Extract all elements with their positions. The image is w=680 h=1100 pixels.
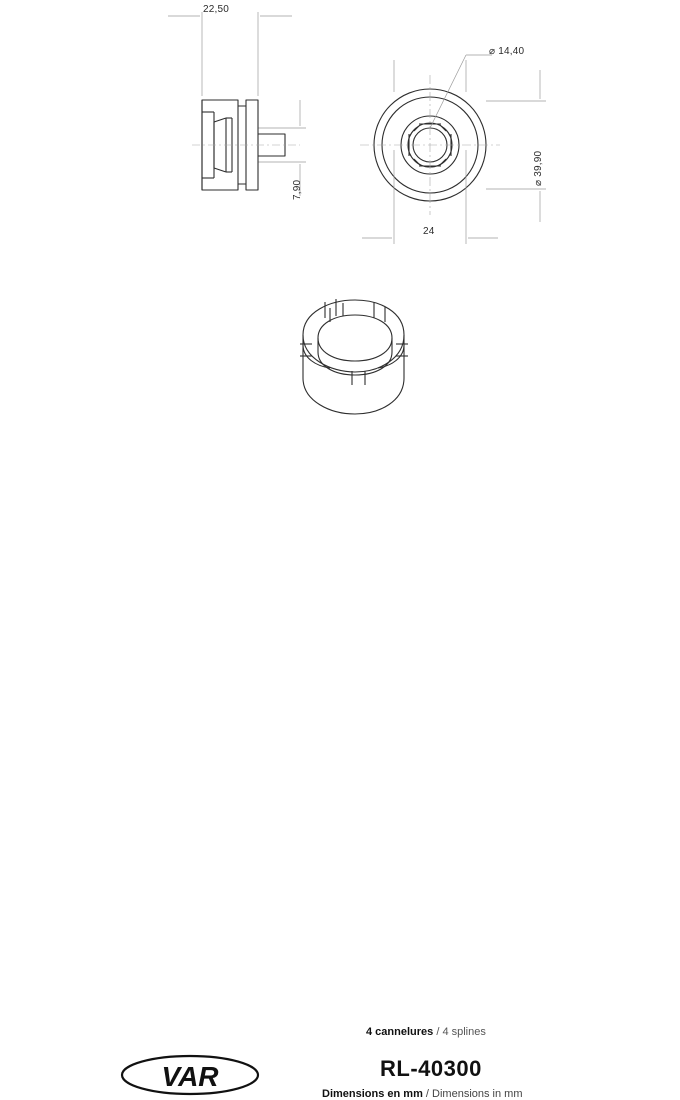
dimensions-note: [322, 1088, 523, 1100]
splines-note-en: / 4 splines: [436, 1026, 486, 1038]
splines-note: [366, 1026, 486, 1038]
dimensions-note-fr: Dimensions en mm: [322, 1088, 423, 1100]
var-logo: [120, 1054, 260, 1096]
front-view-centerlines: [360, 75, 500, 215]
front-view: [360, 75, 500, 215]
dimension-outer-diameter-label: ⌀ 39,90: [533, 150, 544, 186]
var-logo-text: VAR: [161, 1061, 219, 1092]
isometric-view: [300, 299, 408, 414]
dimensions-note-en: / Dimensions in mm: [425, 1088, 523, 1100]
dimension-inner-diameter-label: ⌀ 14,40: [489, 46, 525, 57]
dimension-lines-side: [168, 12, 306, 196]
splines-note-fr: 4 cannelures: [366, 1026, 434, 1038]
dimension-lines-front: [362, 55, 546, 244]
dimension-depth-label: 7,90: [292, 179, 303, 200]
dimension-spline-span-label: 24: [423, 226, 435, 237]
var-logo-mark: [120, 1054, 260, 1096]
product-reference: RL-40300: [380, 1056, 482, 1081]
dimension-width-label: 22,50: [203, 4, 230, 15]
drawing-footer: [0, 506, 680, 1100]
